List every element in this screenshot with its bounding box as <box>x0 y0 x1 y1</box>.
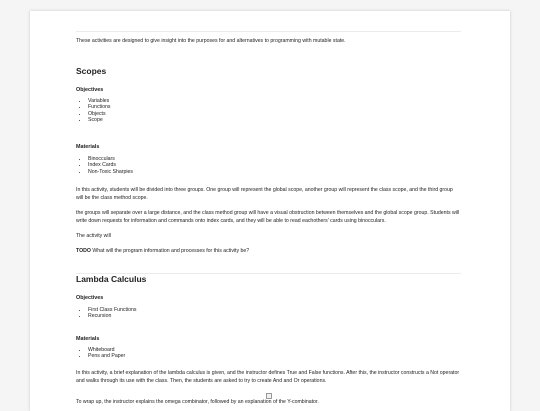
todo-text: What will the program information and processes for this activity be? <box>90 248 250 254</box>
document-page <box>30 11 510 411</box>
materials-list <box>76 156 473 175</box>
list-item: • Functions <box>88 104 473 110</box>
materials-heading: Materials <box>76 336 100 342</box>
todo-paragraph <box>76 248 461 256</box>
list-item: • Binocculars <box>88 156 473 162</box>
divider <box>76 31 461 32</box>
materials-heading: Materials <box>76 144 100 150</box>
scopes-paragraph-1: In this activity, students will be divided into three groups. One group will represent the global scope, another group will represent the class scope, and the third group will be the class method scope. <box>76 187 453 201</box>
objectives-heading: Objectives <box>76 87 104 93</box>
list-item: • Index Cards <box>88 162 473 168</box>
objectives-list <box>76 98 473 124</box>
intro-paragraph: These activities are designed to give insight into the purposes for and alternatives to programming with mutable state. <box>76 38 346 44</box>
todo-label: TODO <box>76 248 91 254</box>
materials-list <box>76 347 473 360</box>
list-item: • Scope <box>88 117 473 123</box>
scopes-paragraph-2: the groups will separate over a large distance, and the class method group will have a visual obstruction between themselves and the global scope group. Students will write down requests for information and commands onto index cards, and they will be able to read eachothers' cards using binocculars. <box>76 210 460 224</box>
lambda-paragraph-2: To wrap up, the instructor explains the omega combinator, followed by an explanation of the Y-combinator. <box>76 399 319 405</box>
objectives-heading: Objectives <box>76 295 104 301</box>
section-title-scopes: Scopes <box>76 66 107 76</box>
scopes-paragraph-3: The activity will <box>76 233 111 239</box>
list-item: • Objects <box>88 111 473 117</box>
list-item: • Non-Toxic Sharpies <box>88 169 473 175</box>
list-item: • First Class Functions <box>88 307 473 313</box>
section-title-lambda: Lambda Calculus <box>76 274 147 284</box>
list-item: • Whiteboard <box>88 347 473 353</box>
list-item: • Recursion <box>88 313 473 319</box>
objectives-list <box>76 307 473 320</box>
list-item: • Pens and Paper <box>88 353 473 359</box>
lambda-paragraph-1: In this activity, a brief explanation of the lambda calculus is given, and the instructor defines True and False functions. After this, the instructor constructs a Not operator and walks through its use with the class. Then, the students are asked to try to create And and Or operations. <box>76 370 460 384</box>
list-item: • Variables <box>88 98 473 104</box>
